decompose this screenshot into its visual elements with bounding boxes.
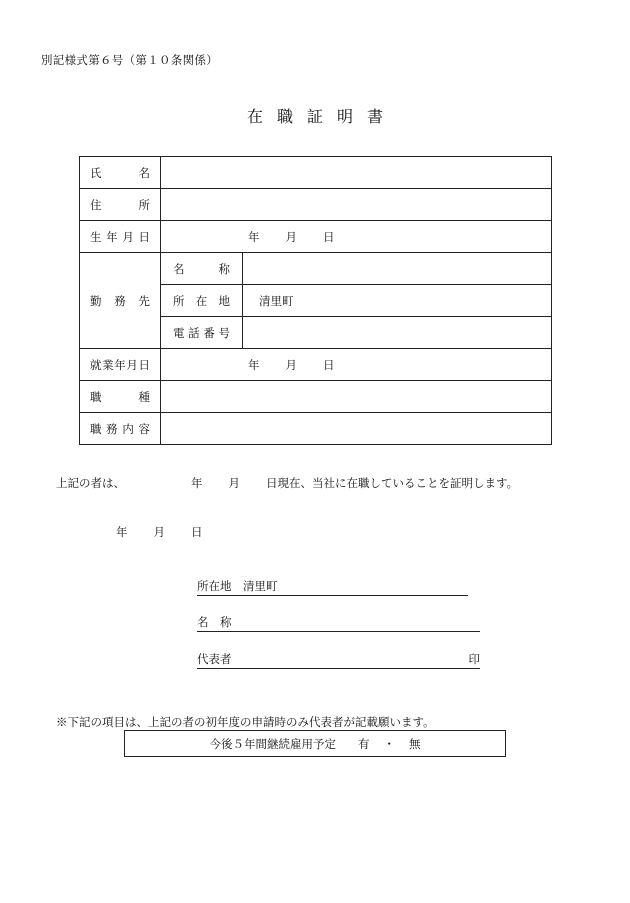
label-char: 日 (138, 229, 150, 244)
label-char: 在 (195, 293, 208, 308)
employment-date-field[interactable]: 年 月 日 (161, 349, 552, 381)
label-char: 地 (218, 293, 230, 308)
name-field[interactable] (161, 157, 552, 189)
label-char: 番 (203, 325, 215, 340)
label-char: 号 (218, 325, 230, 340)
label-char: 勤 (90, 293, 102, 308)
employment-plan-no[interactable]: 無 (409, 736, 421, 751)
label-char: 容 (138, 421, 150, 436)
label-char: 話 (188, 325, 200, 340)
name-row (80, 157, 552, 189)
certification-statement: 上記の者は、 年 月 日現在、当社に在職していることを証明します。 (56, 476, 519, 490)
label-char: 氏 (90, 165, 102, 180)
employment-plan-box (124, 730, 506, 757)
label-char: 名 (173, 261, 185, 276)
label-char: 務 (106, 421, 118, 436)
label-char: 年 (114, 357, 126, 372)
document-title: 在職証明書 (246, 107, 397, 126)
label-char: 所 (138, 197, 150, 212)
label-char: 日 (138, 357, 150, 372)
label-char: 内 (122, 421, 134, 436)
employment-date-label (90, 357, 150, 373)
label-char: 称 (218, 261, 230, 276)
workplace-name-row (80, 253, 552, 285)
workplace-location-label (173, 293, 230, 309)
label-char: 業 (102, 357, 114, 372)
job-type-row (80, 381, 552, 413)
signature-name-label: 名 称 (197, 615, 232, 629)
job-content-field[interactable] (161, 413, 552, 445)
form-number: 別記様式第６号（第１０条関係） (41, 53, 218, 67)
job-content-label (90, 421, 150, 437)
employment-plan-label: 今後５年間継続雇用予定 (209, 736, 336, 751)
label-char: 生 (90, 229, 102, 244)
label-char: 就 (90, 357, 102, 372)
workplace-location-field[interactable]: 清里町 (243, 285, 552, 317)
workplace-label (90, 293, 150, 309)
label-char: 務 (114, 293, 126, 308)
name-label (90, 165, 150, 181)
birthdate-row (80, 221, 552, 253)
certificate-table (79, 156, 552, 445)
label-char: 所 (173, 293, 185, 308)
signature-representative-label: 代表者 (197, 652, 232, 666)
job-type-label (90, 389, 150, 405)
signature-representative-line[interactable] (197, 651, 480, 669)
label-char: 月 (126, 357, 138, 372)
job-type-field[interactable] (161, 381, 552, 413)
label-char: 月 (122, 229, 134, 244)
job-content-row (80, 413, 552, 445)
address-row (80, 189, 552, 221)
label-char: 年 (106, 229, 118, 244)
signature-location-label: 所在地 (197, 579, 232, 593)
employment-plan-dot: ・ (383, 736, 395, 751)
workplace-phone-label (173, 325, 230, 341)
label-char: 職 (90, 389, 102, 404)
label-char: 職 (90, 421, 102, 436)
signature-name-line[interactable] (197, 614, 480, 632)
label-char: 住 (90, 197, 102, 212)
label-char: 電 (173, 325, 185, 340)
workplace-name-field[interactable] (243, 253, 552, 285)
signature-location-line[interactable] (197, 578, 468, 596)
birthdate-label (90, 229, 150, 245)
signature-location-value: 清里町 (243, 579, 278, 593)
address-label (90, 197, 150, 213)
label-char: 先 (138, 293, 150, 308)
employment-date-row (80, 349, 552, 381)
employment-plan-yes[interactable]: 有 (358, 736, 370, 751)
birthdate-field[interactable]: 年 月 日 (161, 221, 552, 253)
label-char: 名 (138, 165, 150, 180)
seal-mark: 印 (468, 652, 480, 666)
issue-date[interactable]: 年 月 日 (116, 525, 203, 539)
label-char: 種 (138, 389, 150, 404)
workplace-name-label (173, 261, 230, 277)
address-field[interactable] (161, 189, 552, 221)
note-text: ※下記の項目は、上記の者の初年度の申請時のみ代表者が記載願います。 (56, 715, 435, 729)
workplace-phone-field[interactable] (243, 317, 552, 349)
